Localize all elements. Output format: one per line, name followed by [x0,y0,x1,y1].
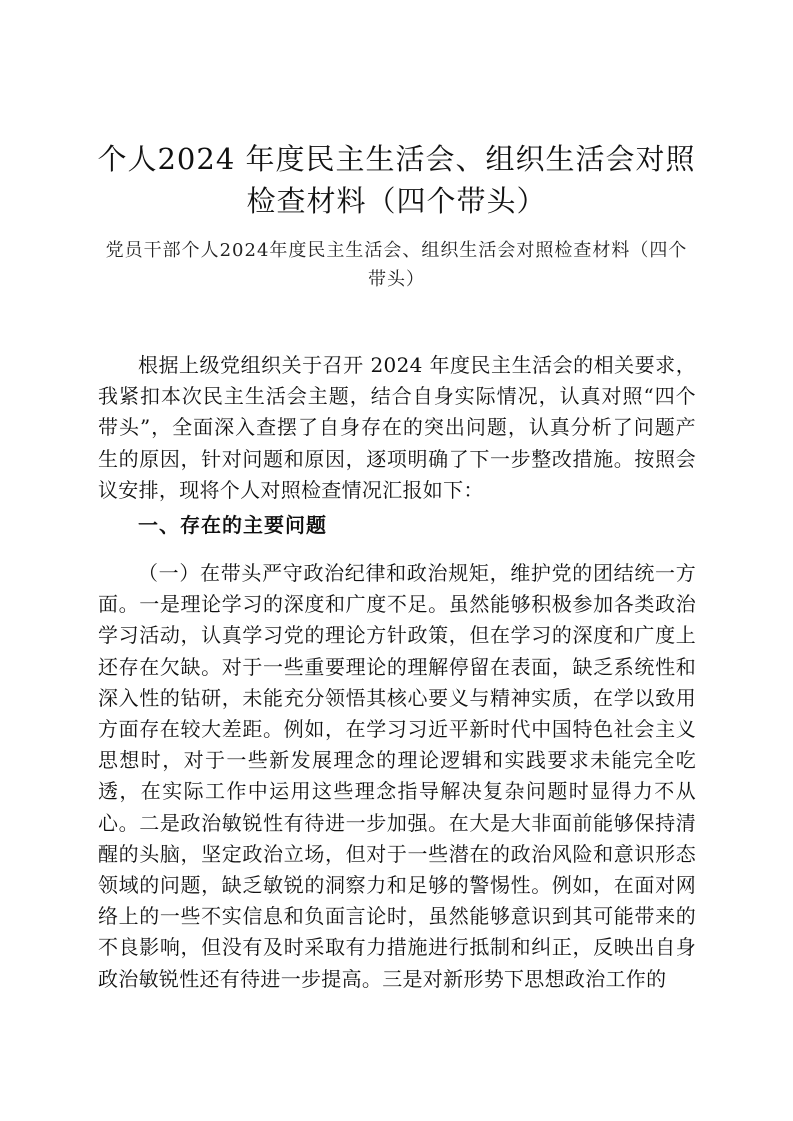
document-subtitle: 党员干部个人2024年度民主生活会、组织生活会对照检查材料（四个带头） [105,240,688,290]
section-paragraph: （一）在带头严守政治纪律和政治规矩，维护党的团结统一方面。一是理论学习的深度和广度不足。虽然能够积极参加各类政治学习活动，认真学习党的理论方针政策，但在学习的深度和广度上还存在欠缺。对于一些重要理论的理解停留在表面，缺乏系统性和深入性的钻研，未能充分领悟其核心要义与精神实质，在学以致用方面存在较大差距。例如，在学习习近平新时代中国特色社会主义思想时，对于一些新发展理念的理论逻辑和实践要求未能完全吃透，在实际工作中运用这些理念指导解决复杂问题时显得力不从心。二是政治敏锐性有待进一步加强。在大是大非面前能够保持清醒的头脑，坚定政治立场，但对于一些潜在的政治风险和意识形态领域的问题，缺乏敏锐的洞察力和足够的警惕性。例如，在面对网络上的一些不实信息和负面言论时，虽然能够意识到其可能带来的不良影响，但没有及时采取有力措施进行抵制和纠正，反映出自身政治敏锐性还有待进一步提高。三是对新形势下思想政治工作的 [98,561,696,991]
section-heading: 一、存在的主要问题 [138,513,327,537]
intro-paragraph: 根据上级党组织关于召开 2024 年度民主生活会的相关要求，我紧扣本次民主生活会主题，结合自身实际情况，认真对照“四个带头”，全面深入查摆了自身存在的突出问题，认真分析了问题产生的原因，针对问题和原因，逐项明确了下一步整改措施。按照会议安排，现将个人对照检查情况汇报如下： [98,353,696,502]
document-title: 个人2024 年度民主生活会、组织生活会对照检查材料（四个带头） [97,142,696,218]
